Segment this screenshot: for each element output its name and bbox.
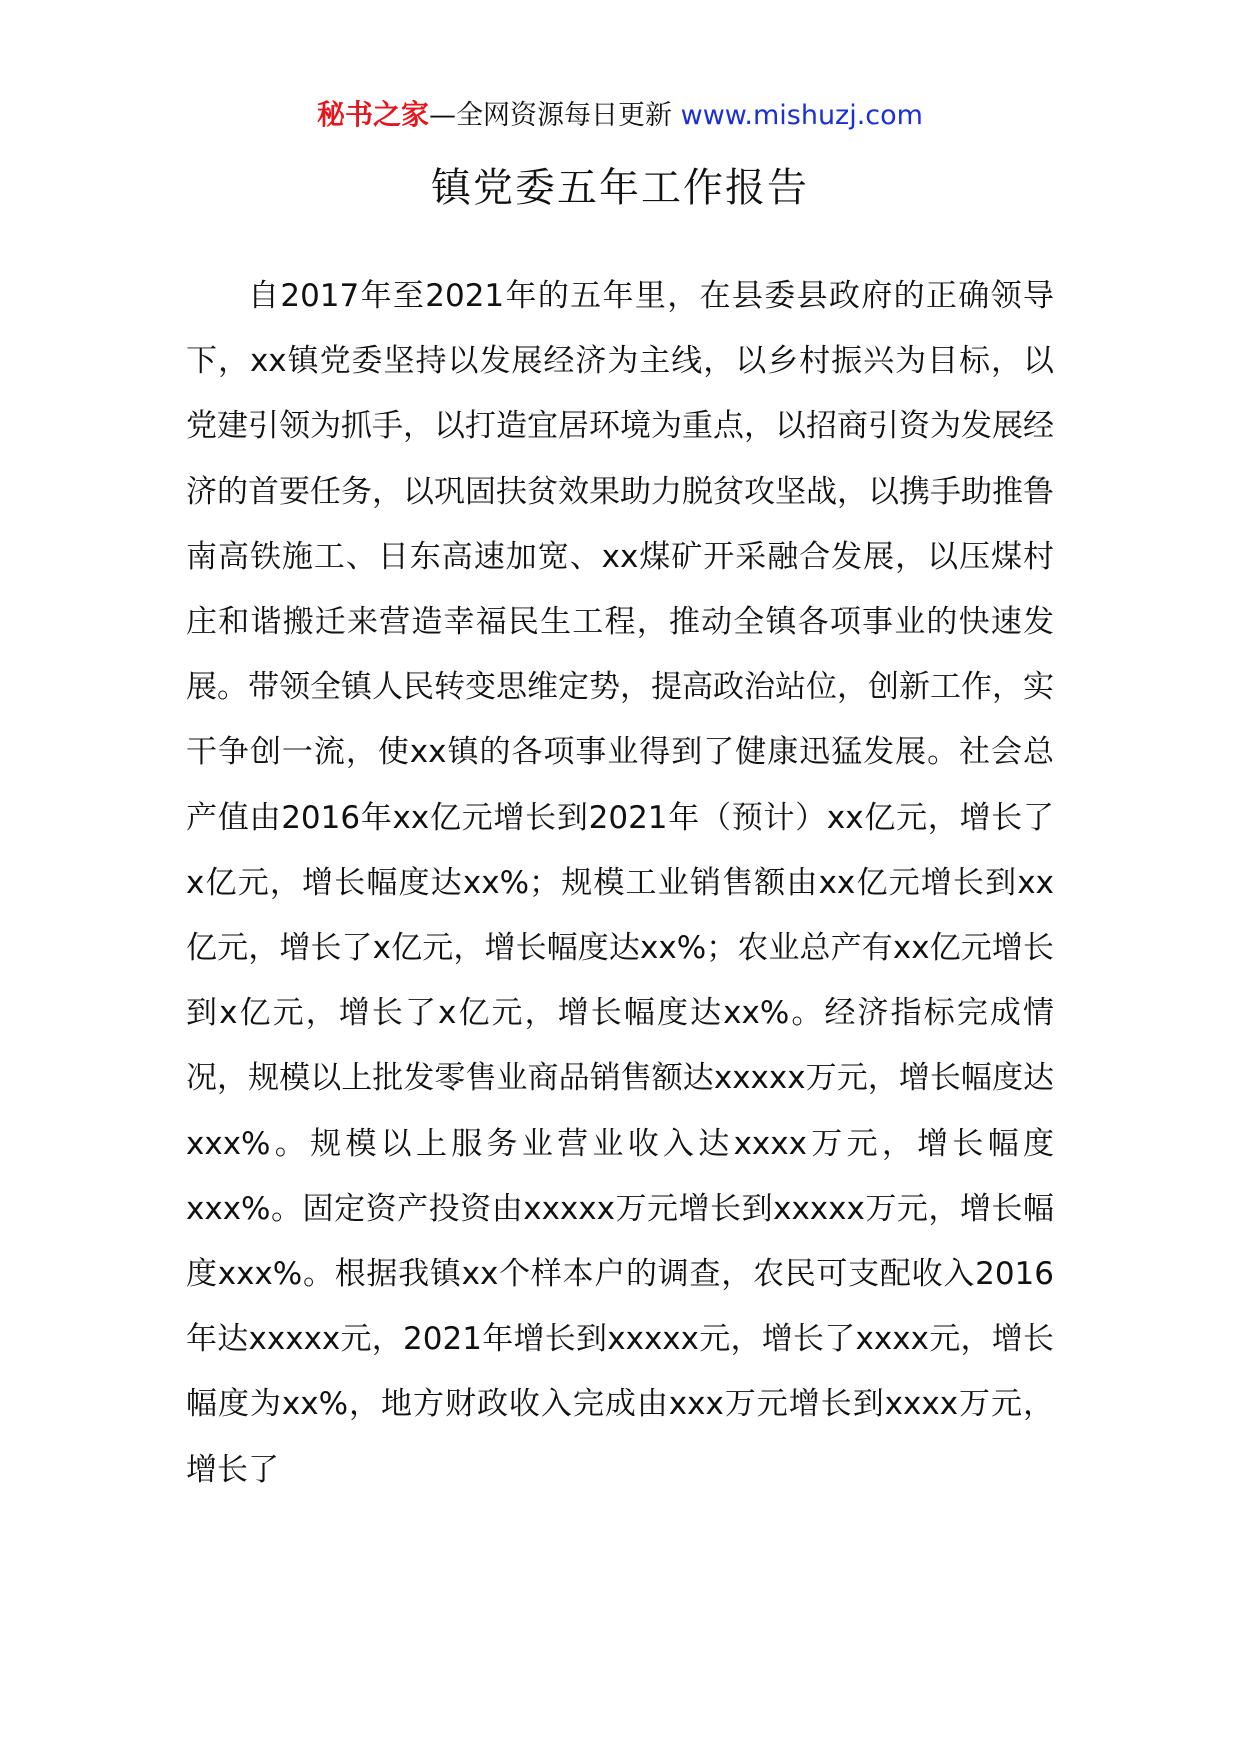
header-tagline: —全网资源每日更新 [429, 100, 673, 131]
site-url[interactable]: www.mishuzj.com [680, 100, 923, 131]
document-title: 镇党委五年工作报告 [431, 165, 809, 211]
site-header [0, 98, 1240, 133]
brand-name: 秘书之家 [317, 98, 430, 131]
body-paragraph: 自2017年至2021年的五年里，在县委县政府的正确领导下，xx镇党委坚持以发展经济为主线，以乡村振兴为目标，以党建引领为抓手，以打造宜居环境为重点，以招商引资为发展经济的首要任务，以巩固扶贫效果助力脱贫攻坚战，以携手助推鲁南高铁施工、日东高速加宽、xx煤矿开采融合发展，以压煤村庄和谐搬迁来营造幸福民生工程，推动全镇各项事业的快速发展。带领全镇人民转变思维定势，提高政治站位，创新工作，实干争创一流，使xx镇的各项事业得到了健康迅猛发展。社会总产值由2016年xx亿元增长到2021年（预计）xx亿元，增长了x亿元，增长幅度达xx%；规模工业销售额由xx亿元增长到xx亿元，增长了x亿元，增长幅度达xx%；农业总产有xx亿元增长到x亿元，增长了x亿元，增长幅度达xx%。经济指标完成情况，规模以上批发零售业商品销售额达xxxxx万元，增长幅度达xxx%。规模以上服务业营业收入达xxxx万元，增长幅度xxx%。固定资产投资由xxxxx万元增长到xxxxx万元，增长幅度xxx%。根据我镇xx个样本户的调查，农民可支配收入2016年达xxxxx元，2021年增长到xxxxx元，增长了xxxx元，增长幅度为xx%，地方财政收入完成由xxx万元增长到xxxx万元，增长了 [186, 278, 1054, 1488]
